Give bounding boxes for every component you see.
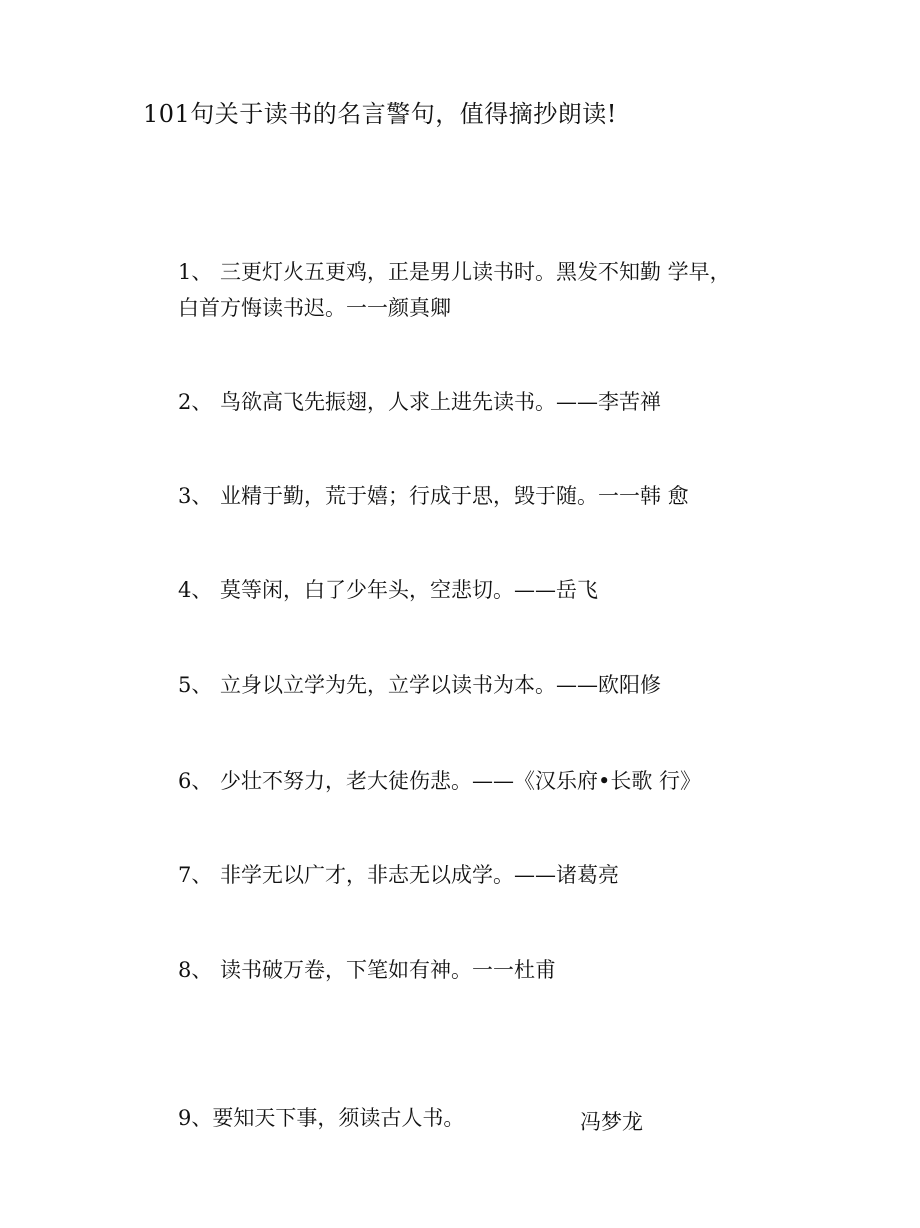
quote-author: 冯梦龙 xyxy=(580,1110,643,1134)
quote-text: 少壮不努力，老大徒伤悲。——《汉乐府•长歌 行》 xyxy=(220,769,702,793)
quote-number: 5、 xyxy=(178,673,213,697)
quote-text: 三更灯火五更鸡，正是男儿读书时。黑发不知勤 学早， xyxy=(220,260,731,284)
quote-item-5 xyxy=(178,667,661,703)
quote-text: 读书破万卷，下笔如有神。一一杜甫 xyxy=(220,958,556,982)
quote-text: 要知天下事，须读古人书。 xyxy=(212,1106,465,1130)
quote-text: 鸟欲高飞先振翅，人求上进先读书。——李苦禅 xyxy=(220,390,661,414)
quote-item-8 xyxy=(178,952,556,988)
quote-number: 8、 xyxy=(178,958,213,982)
quote-number: 7、 xyxy=(178,863,213,887)
quote-text: 白首方悔读书迟。一一颜真卿 xyxy=(178,296,451,320)
quote-item-4 xyxy=(178,572,598,608)
quote-number: 1、 xyxy=(178,260,213,284)
quote-number: 9、 xyxy=(178,1106,213,1130)
quote-number: 6、 xyxy=(178,769,213,793)
quote-text: 莫等闲，白了少年头，空悲切。——岳飞 xyxy=(220,578,598,602)
quote-text: 业精于勤，荒于嬉；行成于思，毁于随。一一韩 愈 xyxy=(220,484,689,508)
quote-number: 2、 xyxy=(178,390,213,414)
quote-number: 3、 xyxy=(178,484,213,508)
quote-item-3 xyxy=(178,478,689,514)
quote-text: 立身以立学为先，立学以读书为本。——欧阳修 xyxy=(220,673,661,697)
quote-text: 非学无以广才，非志无以成学。——诸葛亮 xyxy=(220,863,619,887)
quote-number: 4、 xyxy=(178,578,213,602)
quote-item-7 xyxy=(178,857,619,893)
quote-item-9 xyxy=(178,1100,464,1136)
page-title: 101句关于读书的名言警句，值得摘抄朗读! xyxy=(143,100,617,128)
quote-item-1-continuation xyxy=(178,290,451,326)
quote-item-1 xyxy=(178,254,731,290)
quote-item-2 xyxy=(178,384,661,420)
quote-item-6 xyxy=(178,763,701,799)
